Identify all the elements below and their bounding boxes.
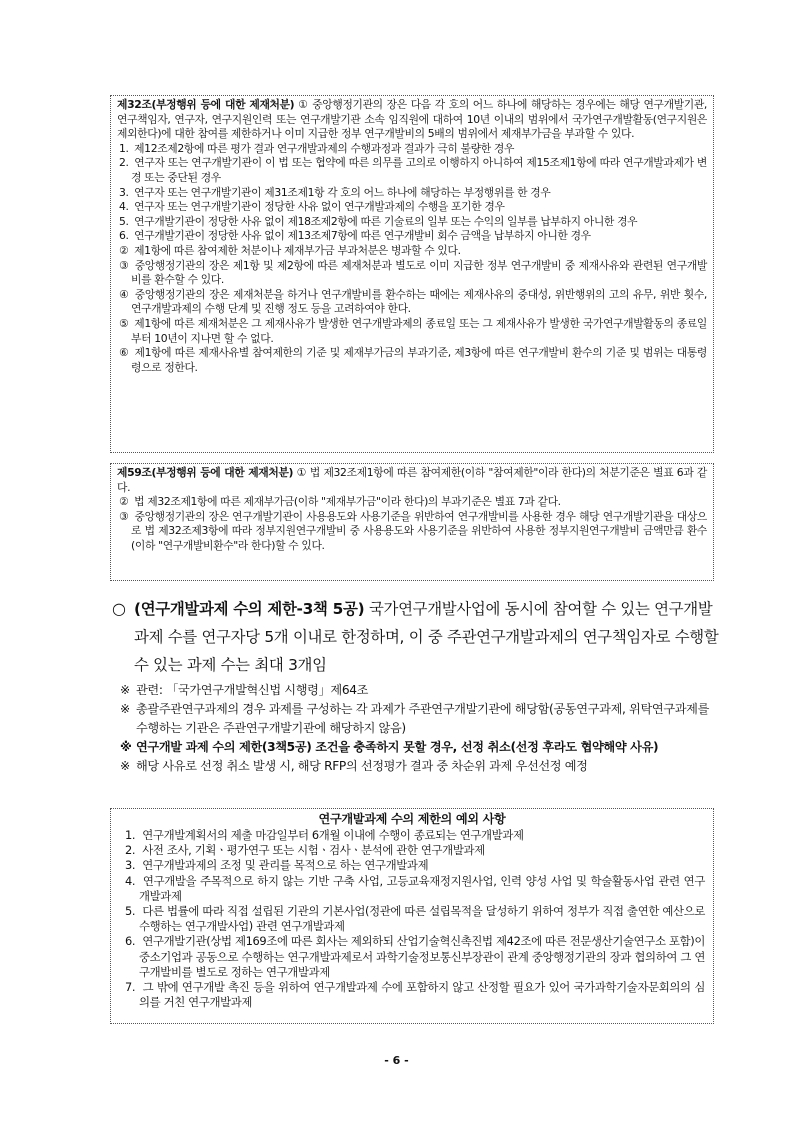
article-32-item-number: 2. — [119, 156, 129, 170]
reference-mark-icon: ※ — [120, 740, 132, 754]
article-59-paragraph-number: ② — [119, 495, 129, 509]
article-32-box — [110, 95, 714, 453]
article-59-paragraph — [117, 510, 707, 554]
article-32-paragraph-text: 중앙행정기관의 장은 제재처분을 하거나 연구개발비를 환수하는 때에는 제재사유의 중대성, 위반행위의 고의 유무, 위반 횟수, 연구개발과제의 수행 단계 및 진행 정도 등을 고려하여야 한다. — [131, 287, 707, 316]
exceptions-title: 연구개발과제 수의 제한의 예외 사항 — [318, 812, 506, 826]
exception-item — [119, 858, 705, 873]
exception-item-text: 그 밖에 연구개발 촉진 등을 위하여 연구개발과제 수에 포함하지 않고 산정할 필요가 있어 국가과학기술자문회의의 심의를 거친 연구개발과제 — [139, 980, 706, 1010]
reference-mark-icon: ※ — [120, 683, 130, 697]
article-32-item-text: 연구자 또는 연구개발기관이 이 법 또는 협약에 따른 의무를 고의로 이행하지 아니하여 제15조제1항에 따라 연구개발과제가 변경 또는 중단된 경우 — [131, 156, 707, 184]
exception-item-number: 4. — [125, 873, 136, 888]
article-32-item-number: 4. — [119, 200, 129, 214]
exception-item-text: 연구개발을 주목적으로 하지 않는 기반 구축 사업, 고등교육재정지원사업, 인력 양성 사업 및 학술활동사업 관련 연구개발과제 — [139, 873, 705, 903]
article-59-intro: 제59조(부정행위 등에 대한 제재처분) ① 법 제32조제1항에 따른 참여제한(이하 "참여제한"이라 한다)의 처분기준은 별표 6과 같다. — [117, 466, 707, 494]
exception-item-number: 7. — [125, 980, 136, 995]
exception-item — [119, 843, 705, 858]
article-32-heading: 제32조(부정행위 등에 대한 제재처분) — [117, 98, 295, 111]
article-32-item — [117, 229, 707, 244]
article-32-item-number: 5. — [119, 214, 129, 228]
reference-mark-icon: ※ — [120, 702, 130, 716]
article-59-heading: 제59조(부정행위 등에 대한 제재처분) — [117, 466, 294, 479]
exception-item-text: 다른 법률에 따라 직접 설립된 기관의 기본사업(정관에 따른 설립목적을 달성하기 위하여 정부가 직접 출연한 예산으로 수행하는 연구개발사업) 관련 연구개발과제 — [139, 904, 705, 934]
article-32-paragraph-text: 제1항에 따른 제재처분은 그 제재사유가 발생한 연구개발과제의 종료일 또는 그 제재사유가 발생한 국가연구개발활동의 종료일부터 10년이 지나면 할 수 없다. — [131, 316, 707, 345]
note-item — [120, 681, 720, 700]
main-heading: (연구개발과제 수의 제한-3책 5공) — [134, 600, 365, 618]
exception-item-number: 6. — [125, 934, 136, 949]
article-59-paragraph-number: ③ — [119, 509, 129, 523]
note-text: 관련: 「국가연구개발혁신법 시행령」제64조 — [136, 683, 369, 697]
article-32-item — [117, 186, 707, 201]
article-32-item — [117, 215, 707, 230]
article-59-box — [110, 463, 714, 581]
exception-item-number: 5. — [125, 904, 136, 919]
note-text: 연구개발 과제 수의 제한(3책5공) 조건을 충족하지 못할 경우, 선정 취소(선정 후라도 협약해약 사유) — [136, 740, 659, 754]
exception-item-number: 3. — [125, 858, 136, 873]
article-32-item-text: 연구개발기관이 정당한 사유 없이 제13조제7항에 따른 연구개발비 회수 금액을 납부하지 아니한 경우 — [134, 229, 591, 243]
notes-list — [120, 681, 720, 776]
article-32-item — [117, 156, 707, 185]
exception-item — [119, 980, 705, 1010]
exception-item — [119, 934, 705, 980]
article-32-paragraph-number: ⑥ — [119, 346, 129, 360]
exception-item-number: 1. — [125, 828, 136, 842]
note-text: 해당 사유로 선정 취소 발생 시, 해당 RFP의 선정평가 결과 중 차순위 과제 우선선정 예정 — [136, 759, 588, 773]
article-32-paragraph-number: ③ — [119, 258, 129, 272]
reference-mark-icon: ※ — [120, 759, 130, 773]
exception-item-text: 연구개발과제의 조정 및 관리를 목적으로 하는 연구개발과제 — [142, 858, 429, 873]
article-32-item-text: 연구자 또는 연구개발기관이 정당한 사유 없이 연구개발과제의 수행을 포기한 경우 — [134, 200, 505, 214]
exception-item — [119, 874, 705, 904]
article-32-item-number: 1. — [119, 141, 129, 155]
circle-bullet-icon: ○ — [112, 599, 126, 618]
note-item — [120, 738, 720, 757]
article-32-paragraph-text: 중앙행정기관의 장은 제1항 및 제2항에 따른 제재처분과 별도로 이미 지급한 정부 연구개발비 중 제재사유와 관련된 연구개발비를 환수할 수 있다. — [131, 258, 707, 287]
exception-item — [119, 828, 705, 843]
exception-item-number: 2. — [125, 843, 136, 858]
article-32-item-number: 6. — [119, 229, 129, 243]
article-32-intro: 제32조(부정행위 등에 대한 제재처분) ① 중앙행정기관의 장은 다음 각 호의 어느 하나에 해당하는 경우에는 해당 연구개발기관, 연구책임자, 연구자, 연구지원인력 또는 연구개발기관 소속 임직원에 대하여 10년 이내의 범위에서 국가연구개발활동(연구지원은 제외한다)에 대한 참여를 제한하거나 이미 지급한 정부 연구개발비의 5배의 범위에서 제재부가금을 부과할 수 있다. — [117, 98, 708, 141]
article-32-item — [117, 142, 707, 157]
article-32-paragraph-text: 제1항에 따른 참여제한 처분이나 제재부가금 부과처분은 병과할 수 있다. — [134, 243, 461, 257]
article-32-item-text: 연구자 또는 연구개발기관이 제31조제1항 각 호의 어느 하나에 해당하는 부정행위를 한 경우 — [134, 185, 551, 199]
article-32-item-text: 제12조제2항에 따른 평가 결과 연구개발과제의 수행과정과 결과가 극히 불량한 경우 — [134, 141, 515, 155]
article-32-paragraph-number: ④ — [119, 287, 129, 301]
exceptions-box — [110, 808, 714, 1024]
exception-item — [119, 904, 705, 934]
exception-item-text: 연구개발기관(상법 제169조에 따른 회사는 제외하되 산업기술혁신촉진법 제42조에 따른 전문생산기술연구소 포함)이 중소기업과 공동으로 수행하는 연구개발과제로서 과학기술정보통신부장관이 관계 중앙행정기관의 장과 협의하여 그 연구개발비를 별도로 정하는 연구개발과제 — [139, 934, 705, 979]
article-32-paragraph-number: ② — [119, 243, 129, 257]
exception-item-text: 연구개발계획서의 제출 마감일부터 6개월 이내에 수행이 종료되는 연구개발과제 — [142, 828, 524, 842]
note-text: 총괄주관연구과제의 경우 과제를 구성하는 각 과제가 주관연구개발기관에 해당함(공동연구과제, 위탁연구과제를 수행하는 기관은 주관연구개발기관에 해당하지 않음) — [136, 702, 710, 735]
article-32-paragraph — [117, 317, 707, 346]
note-item — [120, 700, 720, 738]
article-32-item-number: 3. — [119, 185, 129, 199]
main-paragraph — [112, 595, 726, 679]
article-32-paragraph — [117, 259, 707, 288]
note-item — [120, 757, 720, 776]
article-32-paragraph-number: ⑤ — [119, 316, 129, 330]
article-59-paragraph-text: 중앙행정기관의 장은 연구개발기관이 사용용도와 사용기준을 위반하여 연구개발비를 사용한 경우 해당 연구개발기관을 대상으로 법 제32조제3항에 따라 정부지원연구개발비 중 사용용도와 사용기준을 위반하여 사용한 정부지원연구개발비 금액만큼 환수(이하 "연구개발비환수"라 한다)할 수 있다. — [131, 509, 707, 552]
article-32-paragraph-text: 제1항에 따른 제재사유별 참여제한의 기준 및 제재부가금의 부과기준, 제3항에 따른 연구개발비 환수의 기준 및 범위는 대통령령으로 정한다. — [131, 346, 707, 374]
article-59-paragraph — [117, 495, 707, 510]
main-text: 국가연구개발사업에 동시에 참여할 수 있는 연구개발과제 수를 연구자당 5개 이내로 한정하며, 이 중 주관연구개발과제의 연구책임자로 수행할 수 있는 과제 수는 최대 3개임 — [134, 600, 719, 674]
article-32-paragraph — [117, 288, 707, 317]
exception-item-text: 사전 조사, 기획ㆍ평가연구 또는 시험ㆍ검사ㆍ분석에 관한 연구개발과제 — [142, 843, 485, 858]
article-32-item — [117, 200, 707, 215]
article-32-paragraph — [117, 346, 707, 375]
article-32-paragraph — [117, 244, 707, 259]
article-59-paragraph-text: 법 제32조제1항에 따른 제재부가금(이하 "제재부가금"이라 한다)의 부과기준은 별표 7과 같다. — [134, 495, 561, 509]
page-number: - 6 - — [384, 1054, 409, 1067]
article-32-item-text: 연구개발기관이 정당한 사유 없이 제18조제2항에 따른 기술료의 일부 또는 수익의 일부를 납부하지 아니한 경우 — [134, 214, 638, 228]
